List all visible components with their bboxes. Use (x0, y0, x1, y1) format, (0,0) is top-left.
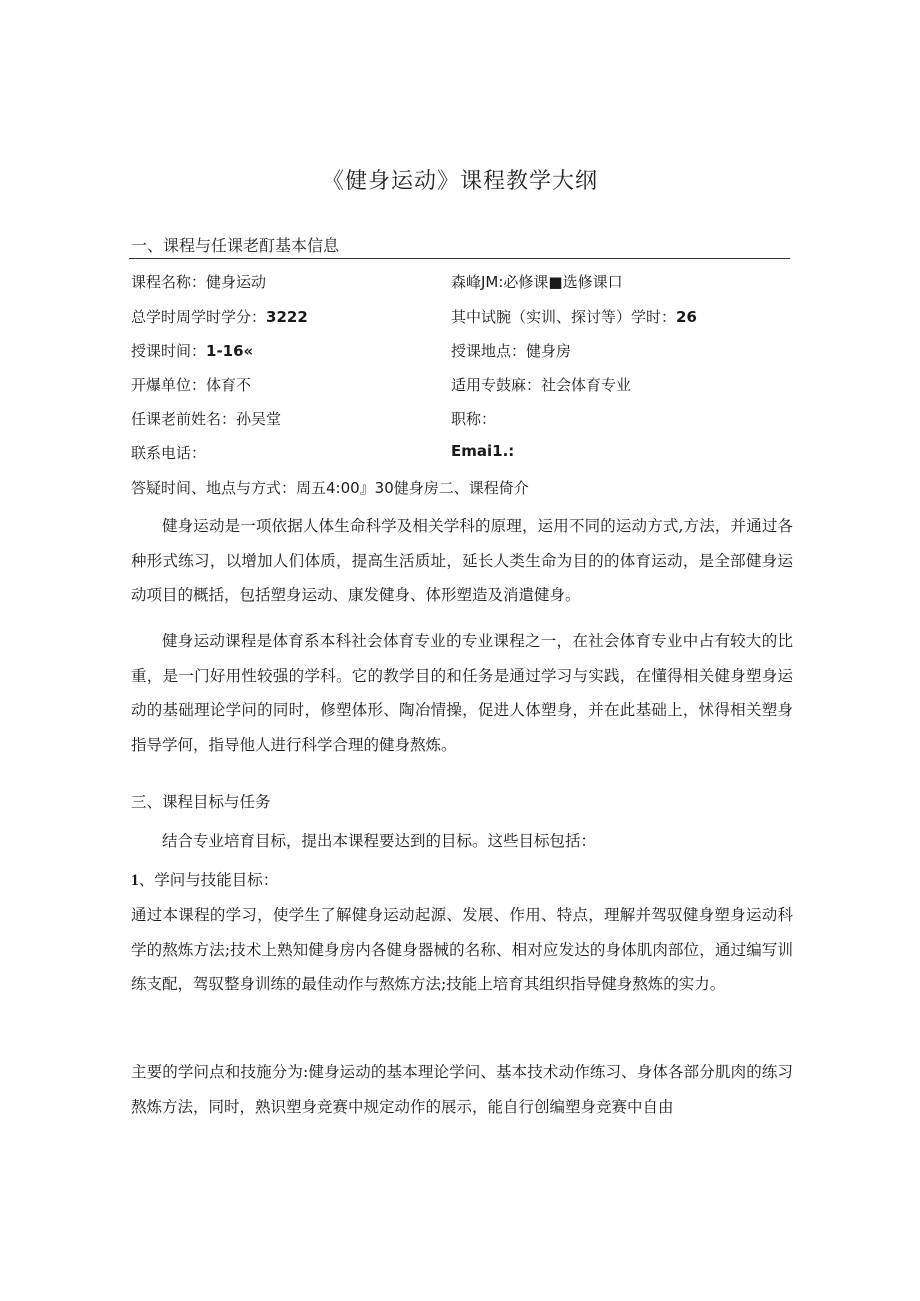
heading-divider (129, 258, 790, 259)
goal-1-heading (131, 868, 278, 890)
info-value: 1-16« (206, 342, 254, 360)
info-row-course-name (131, 271, 791, 295)
info-left (131, 306, 308, 327)
qa-time-line: 答疑时间、地点与方式：周五4:00』30健身房二、课程倚介 (131, 479, 529, 497)
page-title: 《健身运动》课程教学大纲 (321, 169, 598, 194)
info-value: 26 (676, 308, 697, 326)
intro-paragraph-1: 健身运动是一项依据人体生命科学及相关学科的原理，运用不同的运动方式,方法，并通过各种形式练习，以增加人们体质，提高生活质址，延长人类生命为目的的体育运动，是全部健身运动项目的概括，包括塑身运动、康发健身、体形塑造及消遣健身。 (131, 517, 793, 604)
info-right (451, 442, 514, 460)
info-label: 课程名称： (131, 273, 207, 291)
info-row-time-place (131, 340, 791, 364)
info-label: 任课老前姓名： (131, 410, 237, 428)
info-left (131, 374, 251, 395)
goal-number: 1 (131, 872, 139, 889)
info-right (451, 408, 496, 429)
goal-1-paragraph: 通过本课程的学习，使学生了解健身运动起源、发展、作用、特点，理解并驾驭健身塑身运动科学的熬炼方法;技术上熟知健身房内各健身器械的名称、相对应发达的身体肌肉部位，通过编写训练支配，驾驭整身训练的最佳动作与熬炼方法;技能上培育其组织指导健身熬炼的实力。 (131, 906, 793, 993)
info-label: 适用专鼓麻： (451, 376, 542, 394)
info-row-teacher (131, 408, 791, 432)
info-value: 3222 (266, 308, 308, 326)
info-right (451, 374, 631, 395)
key-points-paragraph: 主要的学问点和技施分为:健身运动的基本理论学问、基本技术动作练习、身体各部分肌肉的练习熬炼方法，同时，熟识塑身竞赛中规定动作的展示，能自行创编塑身竞赛中自由 (131, 1063, 793, 1116)
info-left (131, 340, 253, 361)
section-heading-basic-info: 一、课程与任课老酊基本信息 (131, 236, 340, 255)
info-label: 森峰JM:必修课■选修课口 (451, 273, 623, 291)
info-right (451, 271, 623, 292)
info-label: 其中试腕（实训、探讨等）学时： (451, 308, 677, 326)
info-row-unit-major (131, 374, 791, 398)
info-label: 授课地点： (451, 342, 527, 360)
info-label: Emai1.: (451, 442, 515, 460)
info-label: 总学时周学时学分： (131, 308, 267, 326)
info-right (451, 340, 571, 361)
info-label: 开爆单位： (131, 376, 207, 394)
info-left (131, 408, 281, 429)
info-right (451, 306, 697, 327)
info-label: 授课时间： (131, 342, 207, 360)
goals-intro: 结合专业培育目标，提出本课程要达到的目标。这些目标包括： (162, 832, 597, 850)
info-value: 健身运动 (206, 273, 267, 291)
info-value: 健身房 (526, 342, 572, 360)
intro-paragraph-2: 健身运动课程是体育系本科社会体育专业的专业课程之一，在社会体育专业中占有较大的比重，是一门好用性较强的学科。它的教学目的和任务是通过学习与实践，在懂得相关健身塑身运动的基础理论学问的同时，修塑体形、陶冶情操，促进人体塑身，并在此基础上，怵得相关塑身指导学何，指导他人进行科学合理的健身熬炼。 (131, 632, 793, 754)
section-heading-goals: 三、课程目标与任务 (131, 793, 271, 811)
info-row-hours (131, 306, 791, 330)
goal-label: 、学问与技能目标： (138, 871, 279, 889)
info-left (131, 271, 266, 292)
info-label: 联系电话： (131, 444, 207, 462)
info-left (131, 442, 206, 463)
info-label: 职称： (451, 410, 497, 428)
info-row-contact (131, 442, 791, 466)
info-value: 孙吴堂 (236, 410, 282, 428)
info-value: 体育不 (206, 376, 252, 394)
info-value: 社会体育专业 (541, 376, 632, 394)
